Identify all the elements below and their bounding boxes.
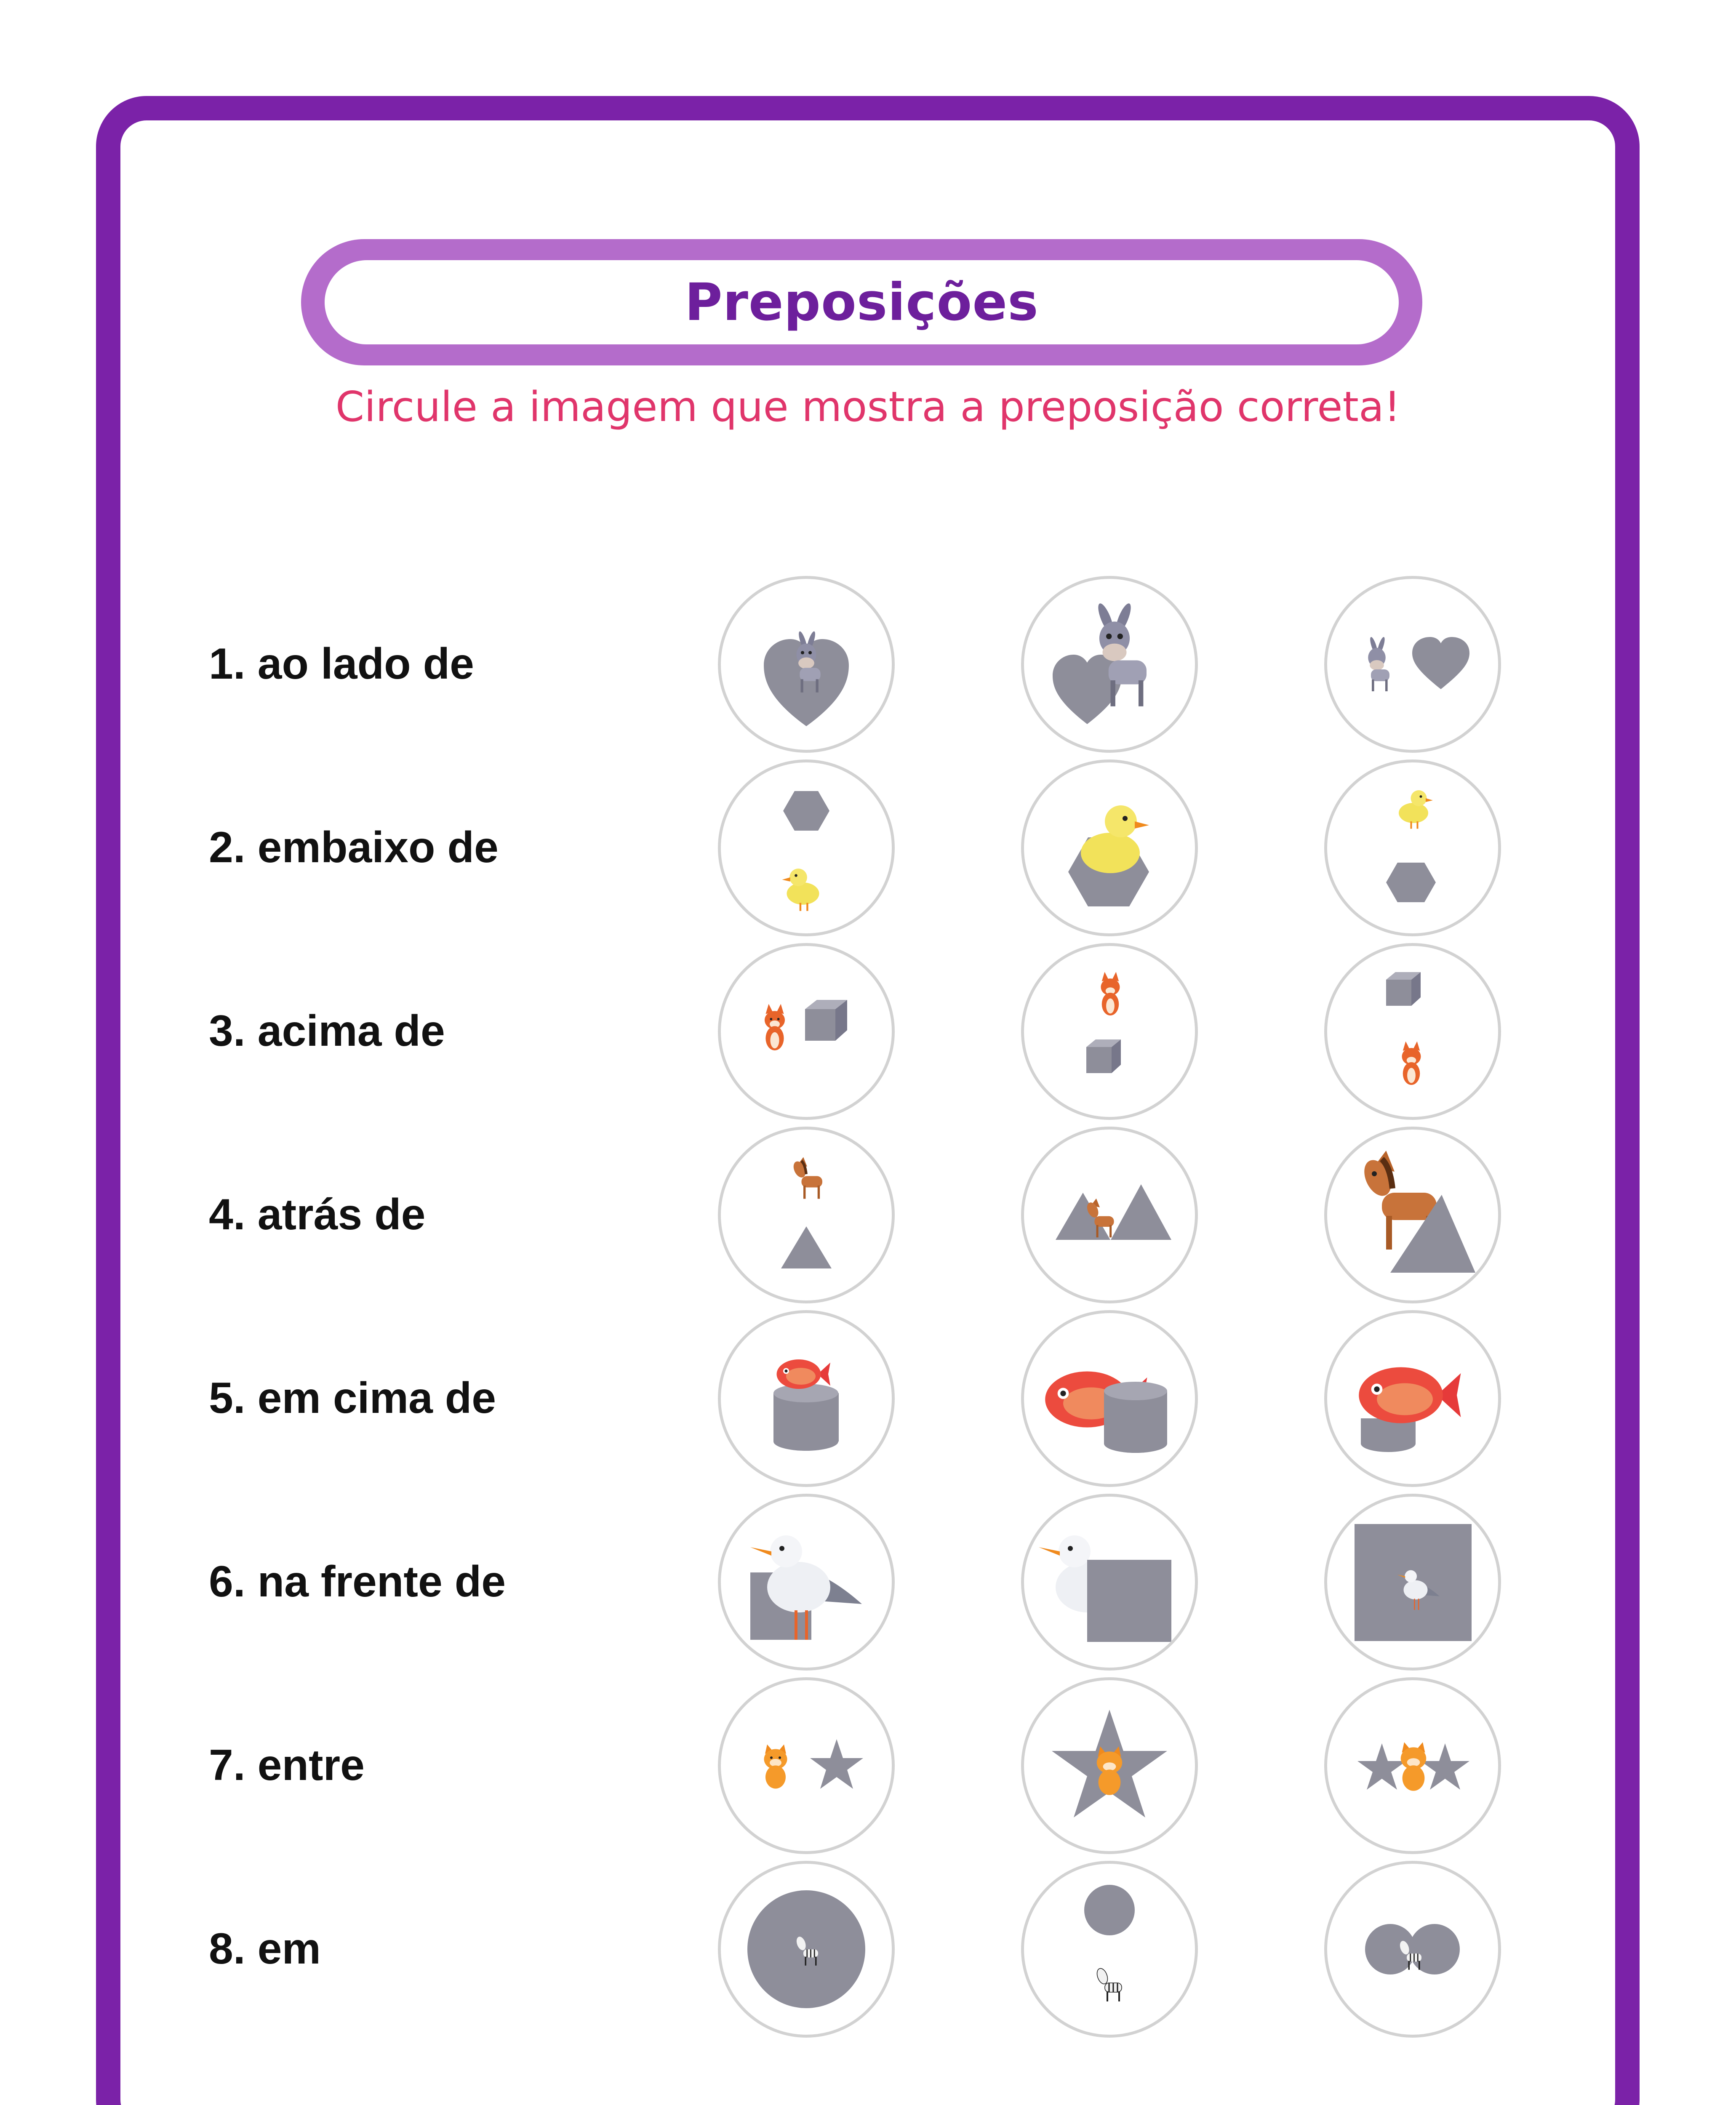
question-row <box>0 576 1736 753</box>
zebra-icon <box>1095 1967 1122 2001</box>
fox-icon <box>1101 972 1120 1016</box>
question-label: 4. atrás de <box>209 1190 426 1239</box>
horse-icon <box>791 1157 822 1199</box>
cylinder-icon <box>773 1384 839 1451</box>
answer-option[interactable] <box>718 1310 895 1487</box>
tiger-icon <box>1401 1742 1427 1791</box>
donkey-icon <box>1368 636 1389 691</box>
question-row <box>0 1310 1736 1487</box>
triangle-icon <box>1111 1184 1171 1240</box>
star-icon <box>810 1739 863 1789</box>
answer-option[interactable] <box>1324 759 1501 936</box>
question-label: 8. em <box>209 1924 321 1973</box>
answer-option[interactable] <box>1324 1494 1501 1671</box>
cylinder-icon <box>1361 1418 1416 1452</box>
question-row <box>0 1861 1736 2038</box>
answer-option[interactable] <box>1021 943 1198 1120</box>
answer-option[interactable] <box>1021 576 1198 753</box>
cube-icon <box>1386 972 1421 1006</box>
cube-icon <box>805 1000 847 1041</box>
fox-icon <box>765 1004 785 1050</box>
question-label: 7. entre <box>209 1741 365 1790</box>
question-label: 5. em cima de <box>209 1374 496 1423</box>
question-label: 3. acima de <box>209 1007 445 1055</box>
answer-option[interactable] <box>1021 1494 1198 1671</box>
square-icon <box>1087 1560 1171 1642</box>
question-row <box>0 943 1736 1120</box>
answer-option[interactable] <box>1324 943 1501 1120</box>
triangle-icon <box>781 1226 832 1268</box>
heart-icon <box>1412 637 1469 689</box>
fish-icon <box>777 1359 831 1389</box>
question-row <box>0 1494 1736 1671</box>
hexagon-icon <box>1386 863 1436 902</box>
answer-option[interactable] <box>1021 1861 1198 2038</box>
answer-option[interactable] <box>718 576 895 753</box>
answer-option[interactable] <box>1021 759 1198 936</box>
fox-icon <box>1402 1042 1421 1085</box>
star-icon <box>1421 1743 1469 1790</box>
star-icon <box>1357 1743 1406 1790</box>
instruction-text: Circule a imagem que mostra a preposição correta! <box>335 383 1401 431</box>
question-row <box>0 1127 1736 1303</box>
duck-icon <box>782 869 819 911</box>
answer-option[interactable] <box>1021 1127 1198 1303</box>
answer-option[interactable] <box>718 1861 895 2038</box>
hexagon-icon <box>783 791 829 831</box>
question-label: 2. embaixo de <box>209 823 499 872</box>
question-row <box>0 1677 1736 1854</box>
circle-icon <box>1409 1924 1460 1974</box>
answer-option[interactable] <box>718 1494 895 1671</box>
question-label: 1. ao lado de <box>209 639 474 688</box>
fish-icon <box>1359 1367 1461 1423</box>
title-banner <box>301 239 1422 365</box>
answer-option[interactable] <box>718 1127 895 1303</box>
answer-option[interactable] <box>1021 1677 1198 1854</box>
duck-icon <box>1399 790 1433 829</box>
answer-option[interactable] <box>1021 1310 1198 1487</box>
answer-option[interactable] <box>718 759 895 936</box>
cube-icon <box>1086 1039 1121 1073</box>
circle-icon <box>1084 1885 1135 1935</box>
title-banner-inner <box>325 260 1399 344</box>
answer-option[interactable] <box>1324 1127 1501 1303</box>
answer-option[interactable] <box>1324 1310 1501 1487</box>
cylinder-icon <box>1104 1382 1167 1453</box>
tiger-icon <box>764 1745 787 1789</box>
question-row <box>0 759 1736 936</box>
answer-option[interactable] <box>718 943 895 1120</box>
answer-option[interactable] <box>1324 1677 1501 1854</box>
answer-option[interactable] <box>1324 576 1501 753</box>
answer-option[interactable] <box>718 1677 895 1854</box>
answer-option[interactable] <box>1324 1861 1501 2038</box>
question-label: 6. na frente de <box>209 1557 506 1606</box>
circle-icon <box>747 1890 865 2008</box>
page-title: Preposições <box>685 272 1039 332</box>
